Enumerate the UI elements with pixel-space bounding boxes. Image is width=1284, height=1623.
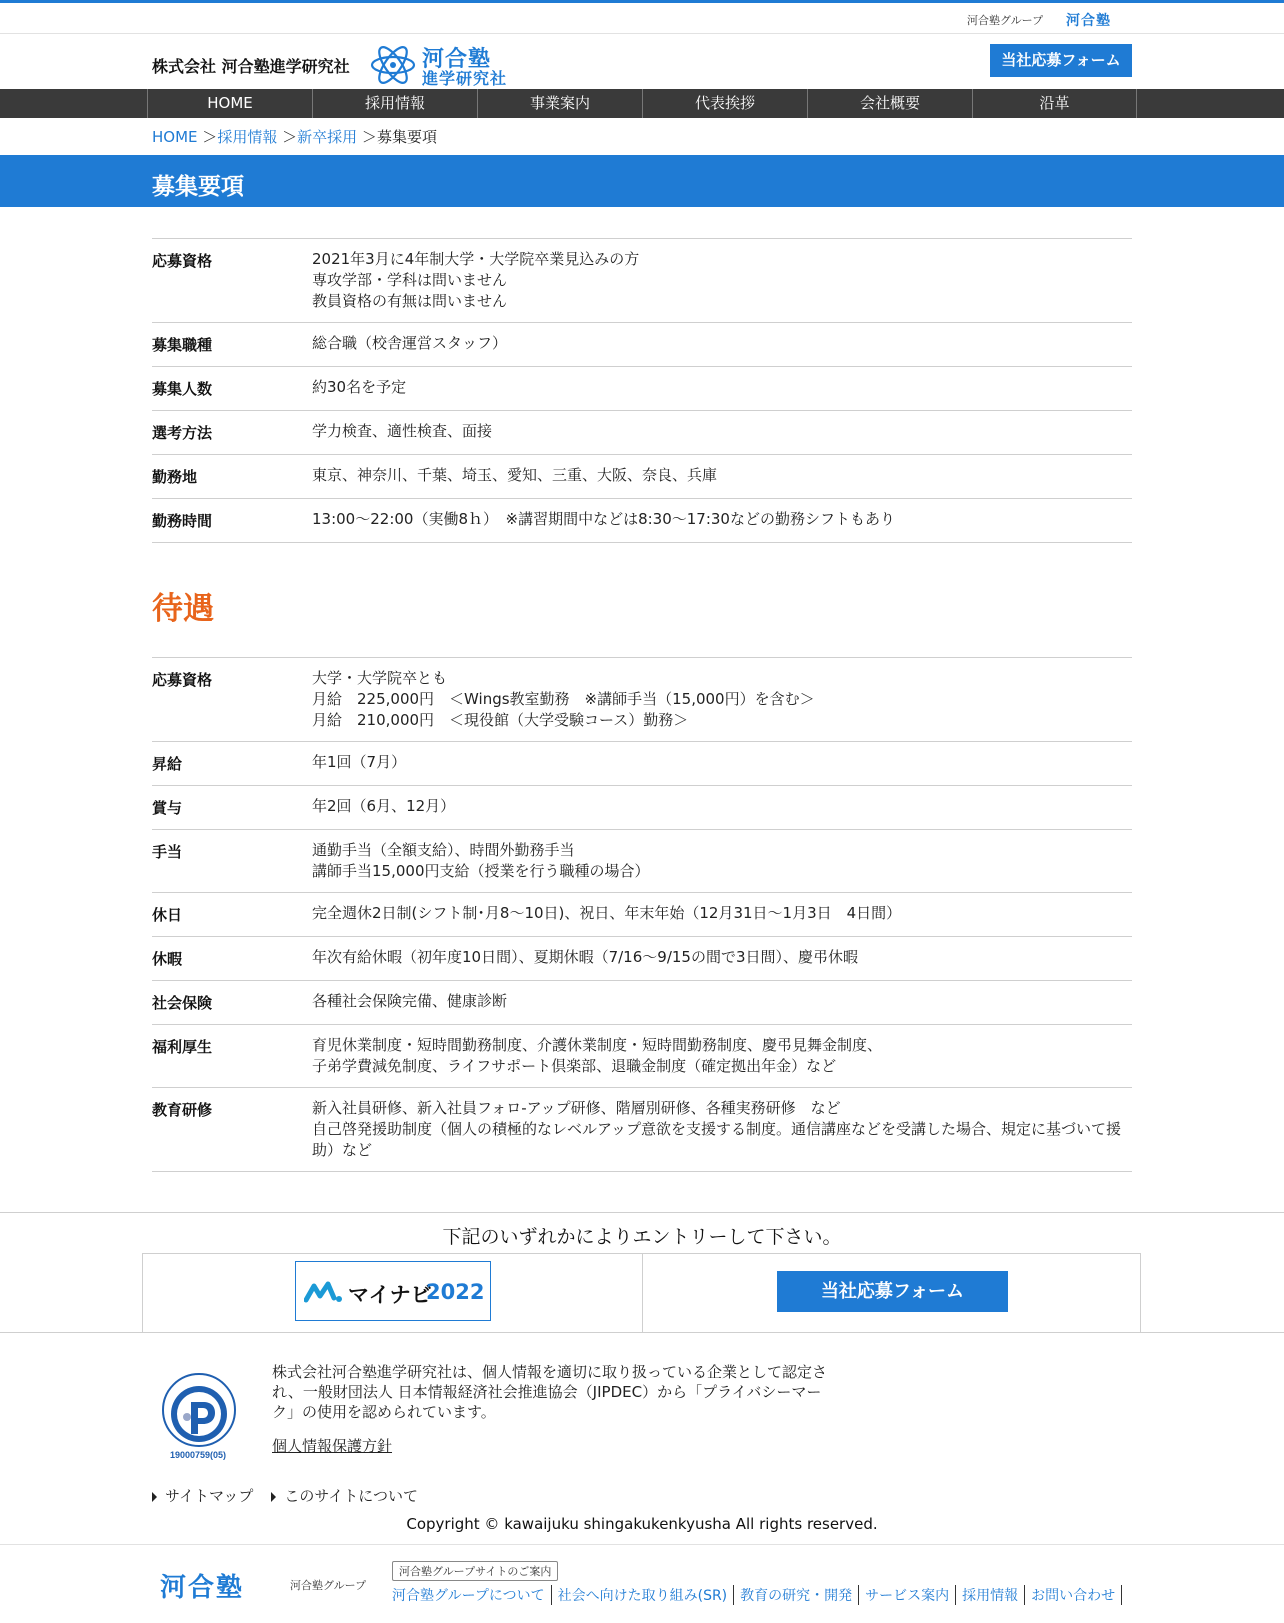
row-value-line: 月給 210,000円 ＜現役館（大学受験コース）勤務＞ xyxy=(312,711,689,729)
row-value-line: 完全週休2日制(シフト制･月8～10日)、祝日、年末年始（12月31日～1月3日 4日間） xyxy=(312,904,902,922)
privacy-section xyxy=(155,1362,1015,1462)
breadcrumb-sep: ＞ xyxy=(282,128,298,146)
requirements-table xyxy=(152,238,1132,543)
brand-logo[interactable] xyxy=(370,42,515,86)
breadcrumb-sep: ＞ xyxy=(361,128,377,146)
table-row xyxy=(152,323,1132,367)
group-nav-recruit[interactable]: 採用情報 xyxy=(956,1585,1025,1605)
brand-line2: 進学研究社 xyxy=(422,69,508,88)
breadcrumb xyxy=(152,126,437,147)
table-row xyxy=(152,499,1132,543)
table-row xyxy=(152,1025,1132,1088)
table-row xyxy=(152,455,1132,499)
benefits-title: 待遇 xyxy=(152,591,214,627)
arrow-right-icon xyxy=(271,1492,276,1502)
atom-logo-icon xyxy=(370,46,416,84)
group-nav-research[interactable]: 教育の研究・開発 xyxy=(734,1585,859,1605)
apply-form-button-top[interactable]: 当社応募フォーム xyxy=(990,44,1132,77)
table-row xyxy=(152,981,1132,1025)
mynavi-text: マイナビ xyxy=(348,1283,432,1307)
row-value xyxy=(312,455,1132,499)
row-value-line: 年1回（7月） xyxy=(312,753,407,771)
row-value xyxy=(312,499,1132,543)
table-row xyxy=(152,1088,1132,1172)
row-label: 社会保険 xyxy=(152,994,213,1012)
table-row xyxy=(152,658,1132,742)
row-label: 休暇 xyxy=(152,950,183,968)
row-label: 休日 xyxy=(152,906,183,924)
footer-links xyxy=(152,1485,418,1506)
row-value xyxy=(312,742,1132,786)
entry-area xyxy=(0,1212,1284,1333)
copyright: Copyright © kawaijuku shingakukenkyusha All rights reserved. xyxy=(406,1515,878,1533)
mynavi-entry-button[interactable] xyxy=(295,1261,491,1321)
group-link[interactable]: 河合塾グループ xyxy=(967,14,1044,27)
table-row xyxy=(152,411,1132,455)
row-value-line: 年2回（6月、12月） xyxy=(312,797,456,815)
row-value-line: 子弟学費減免制度、ライフサポート倶楽部、退職金制度（確定拠出年金）など xyxy=(312,1057,837,1075)
row-value xyxy=(312,239,1132,323)
entry-instruction: 下記のいずれかによりエントリーして下さい。 xyxy=(442,1226,842,1248)
privacy-mark-icon xyxy=(155,1362,241,1462)
row-label: 手当 xyxy=(152,843,183,861)
row-label: 募集人数 xyxy=(152,380,213,398)
row-value-line: 大学・大学院卒とも xyxy=(312,669,448,687)
row-value xyxy=(312,786,1132,830)
table-row xyxy=(152,830,1132,893)
breadcrumb-home[interactable]: HOME xyxy=(152,128,198,146)
page-title: 募集要項 xyxy=(152,174,244,200)
entry-options xyxy=(142,1253,1141,1333)
row-value xyxy=(312,323,1132,367)
table-row xyxy=(152,786,1132,830)
group-logo[interactable]: 河合塾 xyxy=(1066,13,1111,29)
breadcrumb-recruit[interactable]: 採用情報 xyxy=(217,128,278,146)
page-title-band xyxy=(0,155,1284,207)
brand-line1: 河合塾 xyxy=(422,47,492,72)
row-value xyxy=(312,367,1132,411)
row-value-line: 2021年3月に4年制大学・大学院卒業見込みの方 xyxy=(312,250,640,268)
mynavi-year: 2022 xyxy=(426,1280,485,1304)
benefits-table xyxy=(152,657,1132,1172)
privacy-policy-link[interactable]: 個人情報保護方針 xyxy=(272,1437,393,1455)
group-nav-contact[interactable]: お問い合わせ xyxy=(1025,1585,1122,1605)
row-value-line: 約30名を予定 xyxy=(312,378,407,396)
row-label: 賞与 xyxy=(152,799,183,817)
row-label: 福利厚生 xyxy=(152,1038,213,1056)
footer-link-label: サイトマップ xyxy=(165,1487,254,1505)
row-value xyxy=(312,937,1132,981)
row-value-line: 各種社会保険完備、健康診断 xyxy=(312,992,508,1010)
mynavi-logo-icon xyxy=(304,1280,344,1304)
row-label: 勤務時間 xyxy=(152,512,213,530)
table-row xyxy=(152,937,1132,981)
row-value-line: 学力検査、適性検査、面接 xyxy=(312,422,493,440)
row-label: 教育研修 xyxy=(152,1101,213,1119)
nav-item-business[interactable]: 事業案内 xyxy=(477,89,642,118)
row-value-line: 育児休業制度・短時間勤務制度、介護休業制度・短時間勤務制度、慶弔見舞金制度、 xyxy=(312,1036,883,1054)
row-label: 勤務地 xyxy=(152,468,198,486)
row-value xyxy=(312,830,1132,893)
group-footer xyxy=(0,1544,1284,1623)
table-row xyxy=(152,893,1132,937)
kawaijuku-group-label: 河合塾グループ xyxy=(290,1579,367,1592)
table-row xyxy=(152,367,1132,411)
privacy-statement: 株式会社河合塾進学研究社は、個人情報を適切に取り扱っている企業として認定され、一般財団法人 日本情報経済社会推進協会（JIPDEC）から「プライバシーマーク」の使用を認められています。 xyxy=(272,1363,828,1421)
breadcrumb-current: 募集要項 xyxy=(376,128,437,146)
row-label: 募集職種 xyxy=(152,336,213,354)
row-value xyxy=(312,981,1132,1025)
row-label: 応募資格 xyxy=(152,671,213,689)
group-nav-about[interactable]: 河合塾グループについて xyxy=(392,1585,552,1605)
row-value xyxy=(312,1025,1132,1088)
arrow-right-icon xyxy=(152,1492,157,1502)
breadcrumb-newgrad[interactable]: 新卒採用 xyxy=(297,128,358,146)
group-topbar xyxy=(0,3,1284,34)
nav-item-history[interactable]: 沿革 xyxy=(972,89,1137,118)
group-nav-sr[interactable]: 社会へ向けた取り組み(SR) xyxy=(552,1585,735,1605)
group-site-tag: 河合塾グループサイトのご案内 xyxy=(392,1561,558,1581)
row-value-line: 講師手当15,000円支給（授業を行う職種の場合） xyxy=(312,862,650,880)
site-header xyxy=(0,34,1284,89)
privacy-mark-number: 19000759(05) xyxy=(169,1450,227,1460)
row-value-line: 東京、神奈川、千葉、埼玉、愛知、三重、大阪、奈良、兵庫 xyxy=(312,466,718,484)
row-value xyxy=(312,658,1132,742)
footer-link-about[interactable] xyxy=(271,1485,418,1506)
row-value-line: 教員資格の有無は問いません xyxy=(312,292,508,310)
nav-item-home[interactable]: HOME xyxy=(147,89,312,118)
entry-divider xyxy=(642,1254,643,1333)
row-value-line: 総合職（校舎運営スタッフ） xyxy=(312,334,508,352)
row-label: 選考方法 xyxy=(152,424,213,442)
nav-item-recruit[interactable]: 採用情報 xyxy=(312,89,477,118)
row-value xyxy=(312,411,1132,455)
row-value-line: 自己啓発援助制度（個人の積極的なレベルアップ意欲を支援する制度。通信講座などを受講した場合、規定に基づいて援助）など xyxy=(312,1120,1121,1159)
breadcrumb-sep: ＞ xyxy=(202,128,218,146)
row-value xyxy=(312,1088,1132,1172)
row-value-line: 年次有給休暇（初年度10日間）、夏期休暇（7/16～9/15の間で3日間）、慶弔休暇 xyxy=(312,948,859,966)
table-row xyxy=(152,239,1132,323)
footer-link-label: このサイトについて xyxy=(284,1487,419,1505)
group-nav xyxy=(392,1585,1122,1605)
row-label: 昇給 xyxy=(152,755,183,773)
nav-item-greeting[interactable]: 代表挨拶 xyxy=(642,89,807,118)
row-value xyxy=(312,893,1132,937)
company-name[interactable]: 株式会社 河合塾進学研究社 xyxy=(152,57,350,76)
footer-link-sitemap[interactable] xyxy=(152,1485,253,1506)
main-nav xyxy=(0,89,1284,118)
row-value-line: 13:00～22:00（実働8ｈ） ※講習期間中などは8:30～17:30などの勤務シフトもあり xyxy=(312,510,895,528)
apply-form-button-bottom[interactable]: 当社応募フォーム xyxy=(777,1271,1008,1312)
row-value-line: 専攻学部・学科は問いません xyxy=(312,271,508,289)
kawaijuku-logo[interactable]: 河合塾 xyxy=(160,1573,245,1603)
row-value-line: 通勤手当（全額支給）、時間外勤務手当 xyxy=(312,841,575,859)
row-value-line: 月給 225,000円 ＜Wings教室勤務 ※講師手当（15,000円）を含む＞ xyxy=(312,690,815,708)
row-label: 応募資格 xyxy=(152,252,213,270)
group-nav-services[interactable]: サービス案内 xyxy=(859,1585,956,1605)
table-row xyxy=(152,742,1132,786)
row-value-line: 新入社員研修、新入社員フォロ-アップ研修、階層別研修、各種実務研修 など xyxy=(312,1099,841,1117)
nav-item-company[interactable]: 会社概要 xyxy=(807,89,972,118)
